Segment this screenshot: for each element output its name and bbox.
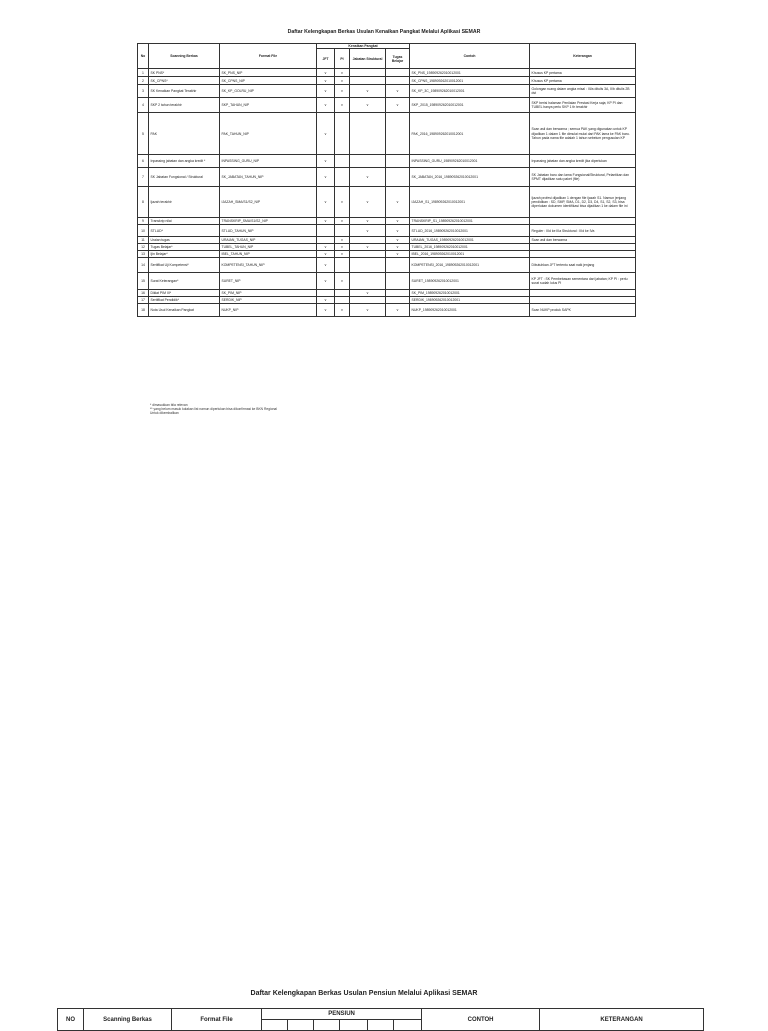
header-keterangan: KETERANGAN: [540, 1009, 704, 1031]
contoh-cell: TUBEL_2016_198909262010012001: [410, 244, 530, 251]
header-subcol: [394, 1020, 422, 1031]
contoh-cell: SK_PIM_198909262010012001: [410, 290, 530, 297]
format-file-cell: SK_JABATAN_TAHUN_NIP: [220, 168, 317, 187]
row-number: 10: [138, 225, 149, 237]
format-file-cell: TUBEL_TAHUN_NIP: [220, 244, 317, 251]
format-file-cell: SK_PNS_NIP: [220, 69, 317, 77]
scanning-berkas-cell: Transkrip nilai: [149, 218, 220, 225]
keterangan-cell: Reguler : IIId ke IIIa Struktural : IIId ke IVa: [530, 225, 636, 237]
header-subcol: [288, 1020, 314, 1031]
jft-check: [317, 290, 335, 297]
tugas-belajar-check: v: [386, 85, 410, 98]
tugas-belajar-check: [386, 297, 410, 304]
pi-check: [335, 225, 350, 237]
header-format-file: Format File: [220, 44, 317, 69]
struktural-check: v: [350, 98, 386, 113]
header-scanning-berkas: Scanning Berkas: [84, 1009, 172, 1031]
struktural-check: v: [350, 218, 386, 225]
pi-check: v: [335, 304, 350, 317]
pensiun-table: [57, 1008, 704, 1031]
tugas-belajar-check: [386, 77, 410, 85]
contoh-cell: KOMPETENSI_2016_198909262010012001: [410, 258, 530, 273]
scanning-berkas-cell: PAK: [149, 113, 220, 155]
contoh-cell: SK_CPNS_198909262010012001: [410, 77, 530, 85]
keterangan-cell: [530, 218, 636, 225]
jft-check: v: [317, 69, 335, 77]
pi-check: [335, 155, 350, 168]
header-tugas-belajar: Tugas Belajar: [386, 49, 410, 69]
pi-check: v: [335, 251, 350, 258]
tugas-belajar-check: v: [386, 225, 410, 237]
keterangan-cell: [530, 244, 636, 251]
format-file-cell: KOMPETENSI_TAHUN_NIP: [220, 258, 317, 273]
tugas-belajar-check: [386, 168, 410, 187]
row-number: 3: [138, 85, 149, 98]
scanning-berkas-cell: SKP 2 tahun terakhir: [149, 98, 220, 113]
tugas-belajar-check: [386, 69, 410, 77]
keterangan-cell: [530, 290, 636, 297]
table-row: [138, 225, 636, 237]
table-row: [138, 77, 636, 85]
pi-check: [335, 290, 350, 297]
table-row: [138, 85, 636, 98]
format-file-cell: NUKP_NIP: [220, 304, 317, 317]
format-file-cell: IJAZAH_SMA/S1/S2_NIP: [220, 187, 317, 218]
row-number: 18: [138, 304, 149, 317]
keterangan-cell: Khusus KP pertama: [530, 77, 636, 85]
scanning-berkas-cell: Ijin Belajar*: [149, 251, 220, 258]
header-contoh: Contoh: [410, 44, 530, 69]
jft-check: v: [317, 168, 335, 187]
keterangan-cell: SKP berisi halaman Penilaian Prestasi Kerja saja; KP PI dan TUBEL hanya perlu SKP 1 th terakhir: [530, 98, 636, 113]
row-number: 13: [138, 251, 149, 258]
jft-check: v: [317, 155, 335, 168]
contoh-cell: IJAZAH_S1_198909262010012001: [410, 187, 530, 218]
jft-check: v: [317, 113, 335, 155]
scanning-berkas-cell: Sertifikat Pendidik*: [149, 297, 220, 304]
struktural-check: v: [350, 244, 386, 251]
scanning-berkas-cell: STLUD*: [149, 225, 220, 237]
pi-check: [335, 258, 350, 273]
tugas-belajar-check: v: [386, 218, 410, 225]
struktural-check: [350, 237, 386, 244]
pi-check: v: [335, 187, 350, 218]
struktural-check: [350, 155, 386, 168]
row-number: 16: [138, 290, 149, 297]
tugas-belajar-check: [386, 113, 410, 155]
tugas-belajar-check: v: [386, 187, 410, 218]
scanning-berkas-cell: Diklat PIM III*: [149, 290, 220, 297]
pi-check: [335, 168, 350, 187]
format-file-cell: TRANSKRIP_SMA/S1/S2_NIP: [220, 218, 317, 225]
note-line: ** yang belum masuk kolakan list namun diperlukan bisa dikonfirmasi ke BKN Regional: [150, 407, 277, 412]
row-number: 4: [138, 98, 149, 113]
contoh-cell: INPASSING_GURU_198909262010012001: [410, 155, 530, 168]
table-row: [138, 251, 636, 258]
pi-check: v: [335, 237, 350, 244]
tugas-belajar-check: [386, 155, 410, 168]
header-subcol: [314, 1020, 340, 1031]
keterangan-cell: Ijazah profesi dijadikan 1 dengan file ijazah S1. Namun jenjang pendidikan : SD, SMP, SMA, D1, D2, D3, D4, S1, S2, S3, bisa diperlukan dokumen identifikasi bisa dijadikan 1 ke dalam file ini: [530, 187, 636, 218]
format-file-cell: SK_CPNS_NIP: [220, 77, 317, 85]
pi-check: v: [335, 218, 350, 225]
tugas-belajar-check: v: [386, 251, 410, 258]
table-row: [138, 218, 636, 225]
keterangan-cell: Golongan ruang dalam angka misal : III/a ditulis 3A, II/b ditulis 2B dst: [530, 85, 636, 98]
row-number: 12: [138, 244, 149, 251]
scanning-berkas-cell: SK_CPNS*: [149, 77, 220, 85]
struktural-check: v: [350, 304, 386, 317]
contoh-cell: SURET_198909262010012001: [410, 273, 530, 290]
format-file-cell: SERDIK_NIP: [220, 297, 317, 304]
contoh-cell: SKP_2015_198909262010012001: [410, 98, 530, 113]
row-number: 15: [138, 273, 149, 290]
keterangan-cell: Scan NUKP produk SAPK: [530, 304, 636, 317]
scanning-berkas-cell: Sertifikat Uji Kompetensi*: [149, 258, 220, 273]
pi-check: v: [335, 85, 350, 98]
jft-check: [317, 225, 335, 237]
table-row: [138, 273, 636, 290]
note-line: Untuk dikembalikan: [150, 411, 179, 416]
tugas-belajar-check: [386, 290, 410, 297]
tugas-belajar-check: v: [386, 304, 410, 317]
pi-check: v: [335, 98, 350, 113]
format-file-cell: SK_PIM_NIP: [220, 290, 317, 297]
jft-check: v: [317, 304, 335, 317]
struktural-check: [350, 258, 386, 273]
row-number: 17: [138, 297, 149, 304]
keterangan-cell: SK Jabatan baru dan lama Fungsional/Struktural, Pelantikan dan SPMT dijadikan satu paket (file): [530, 168, 636, 187]
contoh-cell: STLUD_2016_198909262010012001: [410, 225, 530, 237]
scanning-berkas-cell: SK Kenaikan Pangkat Terakhir: [149, 85, 220, 98]
jft-check: [317, 237, 335, 244]
row-number: 7: [138, 168, 149, 187]
contoh-cell: IBEL_2016_198909262010012001: [410, 251, 530, 258]
note-line: * dimasukkan bila relevan: [150, 403, 188, 407]
struktural-check: v: [350, 85, 386, 98]
header-subcol: [262, 1020, 288, 1031]
header-pensiun: PENSIUN: [262, 1009, 422, 1020]
contoh-cell: SK_JABATAN_2016_198909262010012001: [410, 168, 530, 187]
jft-check: v: [317, 187, 335, 218]
kenaikan-pangkat-table: [137, 43, 636, 317]
keterangan-cell: [530, 251, 636, 258]
jft-check: v: [317, 251, 335, 258]
contoh-cell: TRANSKRIP_S1_198909262010012001: [410, 218, 530, 225]
table-row: [138, 297, 636, 304]
table-row: [138, 69, 636, 77]
scanning-berkas-cell: Nota Usul Kenaikan Pangkat: [149, 304, 220, 317]
jft-check: v: [317, 77, 335, 85]
pi-check: [335, 297, 350, 304]
row-number: 2: [138, 77, 149, 85]
row-number: 5: [138, 113, 149, 155]
format-file-cell: STLUD_TAHUN_NIP: [220, 225, 317, 237]
struktural-check: v: [350, 168, 386, 187]
header-kenaikan-pangkat: Kenaikan Pangkat: [317, 44, 410, 49]
table-row: [138, 244, 636, 251]
header-keterangan: Keterangan: [530, 44, 636, 69]
row-number: 1: [138, 69, 149, 77]
jft-check: v: [317, 297, 335, 304]
contoh-cell: SK_PNS_198909262010012001: [410, 69, 530, 77]
table-row: [138, 304, 636, 317]
contoh-cell: SERDIK_198909262010012001: [410, 297, 530, 304]
scanning-berkas-cell: Surat Keterangan*: [149, 273, 220, 290]
struktural-check: [350, 77, 386, 85]
tugas-belajar-check: [386, 258, 410, 273]
table-row: [138, 237, 636, 244]
struktural-check: v: [350, 225, 386, 237]
struktural-check: [350, 113, 386, 155]
contoh-cell: NUKP_198909262010012001: [410, 304, 530, 317]
header-jft: JFT: [317, 49, 335, 69]
table-row: [138, 168, 636, 187]
jft-check: v: [317, 98, 335, 113]
format-file-cell: SK_KP_GOLRU_NIP: [220, 85, 317, 98]
table-row: [138, 290, 636, 297]
jft-check: v: [317, 218, 335, 225]
row-number: 9: [138, 218, 149, 225]
format-file-cell: SKP_TAHUN_NIP: [220, 98, 317, 113]
keterangan-cell: Scan asli dan berwarna ; semua PAK yang digunakan untuk KP dijadikan 1 dalam 1 file dimulai mulai dari PAK lama ke PAK baru. Tahun pada nama file adalah 1 tahun sebelum pengusulan KP: [530, 113, 636, 155]
format-file-cell: PAK_TAHUN_NIP: [220, 113, 317, 155]
header-format-file: Format File: [172, 1009, 262, 1031]
format-file-cell: INPASSING_GURU_NIP: [220, 155, 317, 168]
jft-check: v: [317, 273, 335, 290]
header-contoh: CONTOH: [422, 1009, 540, 1031]
header-subcol: [368, 1020, 394, 1031]
keterangan-cell: Dibutuhkan JFT tertentu saat naik jenjang: [530, 258, 636, 273]
keterangan-cell: Scan asli dan berwarna: [530, 237, 636, 244]
pi-check: [335, 113, 350, 155]
header-jabatan-struktural: Jabatan Struktural: [350, 49, 386, 69]
pi-check: v: [335, 273, 350, 290]
document-title: Daftar Kelengkapan Berkas Usulan Kenaikan Pangkat Melalui Aplikasi SEMAR: [287, 29, 481, 35]
row-number: 11: [138, 237, 149, 244]
header-no: No: [138, 44, 149, 69]
scanning-berkas-cell: Tugas Belajar*: [149, 244, 220, 251]
document-title-pensiun: Daftar Kelengkapan Berkas Usulan Pensiun Melalui Aplikasi SEMAR: [250, 990, 478, 997]
keterangan-cell: [530, 297, 636, 304]
pi-check: v: [335, 77, 350, 85]
scanning-berkas-cell: Uraian tugas: [149, 237, 220, 244]
struktural-check: [350, 297, 386, 304]
keterangan-cell: KP JFT : SK Pembebasan sementara dari jabatan; KP PI : perlu surat sudah lulus PI: [530, 273, 636, 290]
pi-check: v: [335, 69, 350, 77]
struktural-check: v: [350, 290, 386, 297]
struktural-check: v: [350, 187, 386, 218]
format-file-cell: URAIAN_TUGAS_NIP: [220, 237, 317, 244]
contoh-cell: URAIAN_TUGAS_198909262010012001: [410, 237, 530, 244]
pi-check: v: [335, 244, 350, 251]
jft-check: v: [317, 85, 335, 98]
row-number: 8: [138, 187, 149, 218]
row-number: 6: [138, 155, 149, 168]
contoh-cell: PAK_2016_198909262010012001: [410, 113, 530, 155]
jft-check: v: [317, 244, 335, 251]
keterangan-cell: Khusus KP pertama: [530, 69, 636, 77]
table-row: [138, 98, 636, 113]
table-notes: [150, 403, 277, 415]
header-no: NO: [58, 1009, 84, 1031]
table-row: [138, 155, 636, 168]
header-scanning-berkas: Scanning Berkas: [149, 44, 220, 69]
header-pi: PI: [335, 49, 350, 69]
tugas-belajar-check: v: [386, 98, 410, 113]
table-row: [138, 113, 636, 155]
struktural-check: [350, 273, 386, 290]
format-file-cell: IBEL_TAHUN_NIP: [220, 251, 317, 258]
tugas-belajar-check: v: [386, 237, 410, 244]
scanning-berkas-cell: SK PNS*: [149, 69, 220, 77]
row-number: 14: [138, 258, 149, 273]
struktural-check: [350, 251, 386, 258]
header-subcol: [340, 1020, 368, 1031]
contoh-cell: SK_KP_3C_198909262010012001: [410, 85, 530, 98]
tugas-belajar-check: [386, 273, 410, 290]
table-row: [138, 258, 636, 273]
scanning-berkas-cell: SK Jabatan Fungsional / Struktural: [149, 168, 220, 187]
format-file-cell: SURET_NIP: [220, 273, 317, 290]
scanning-berkas-cell: Ijazah terakhir: [149, 187, 220, 218]
jft-check: v: [317, 258, 335, 273]
table-row: [138, 187, 636, 218]
tugas-belajar-check: v: [386, 244, 410, 251]
scanning-berkas-cell: Inpassing jabatan dan angka kredit *: [149, 155, 220, 168]
keterangan-cell: Inpassing jabatan dan angka kredit jika diperlukan: [530, 155, 636, 168]
struktural-check: [350, 69, 386, 77]
